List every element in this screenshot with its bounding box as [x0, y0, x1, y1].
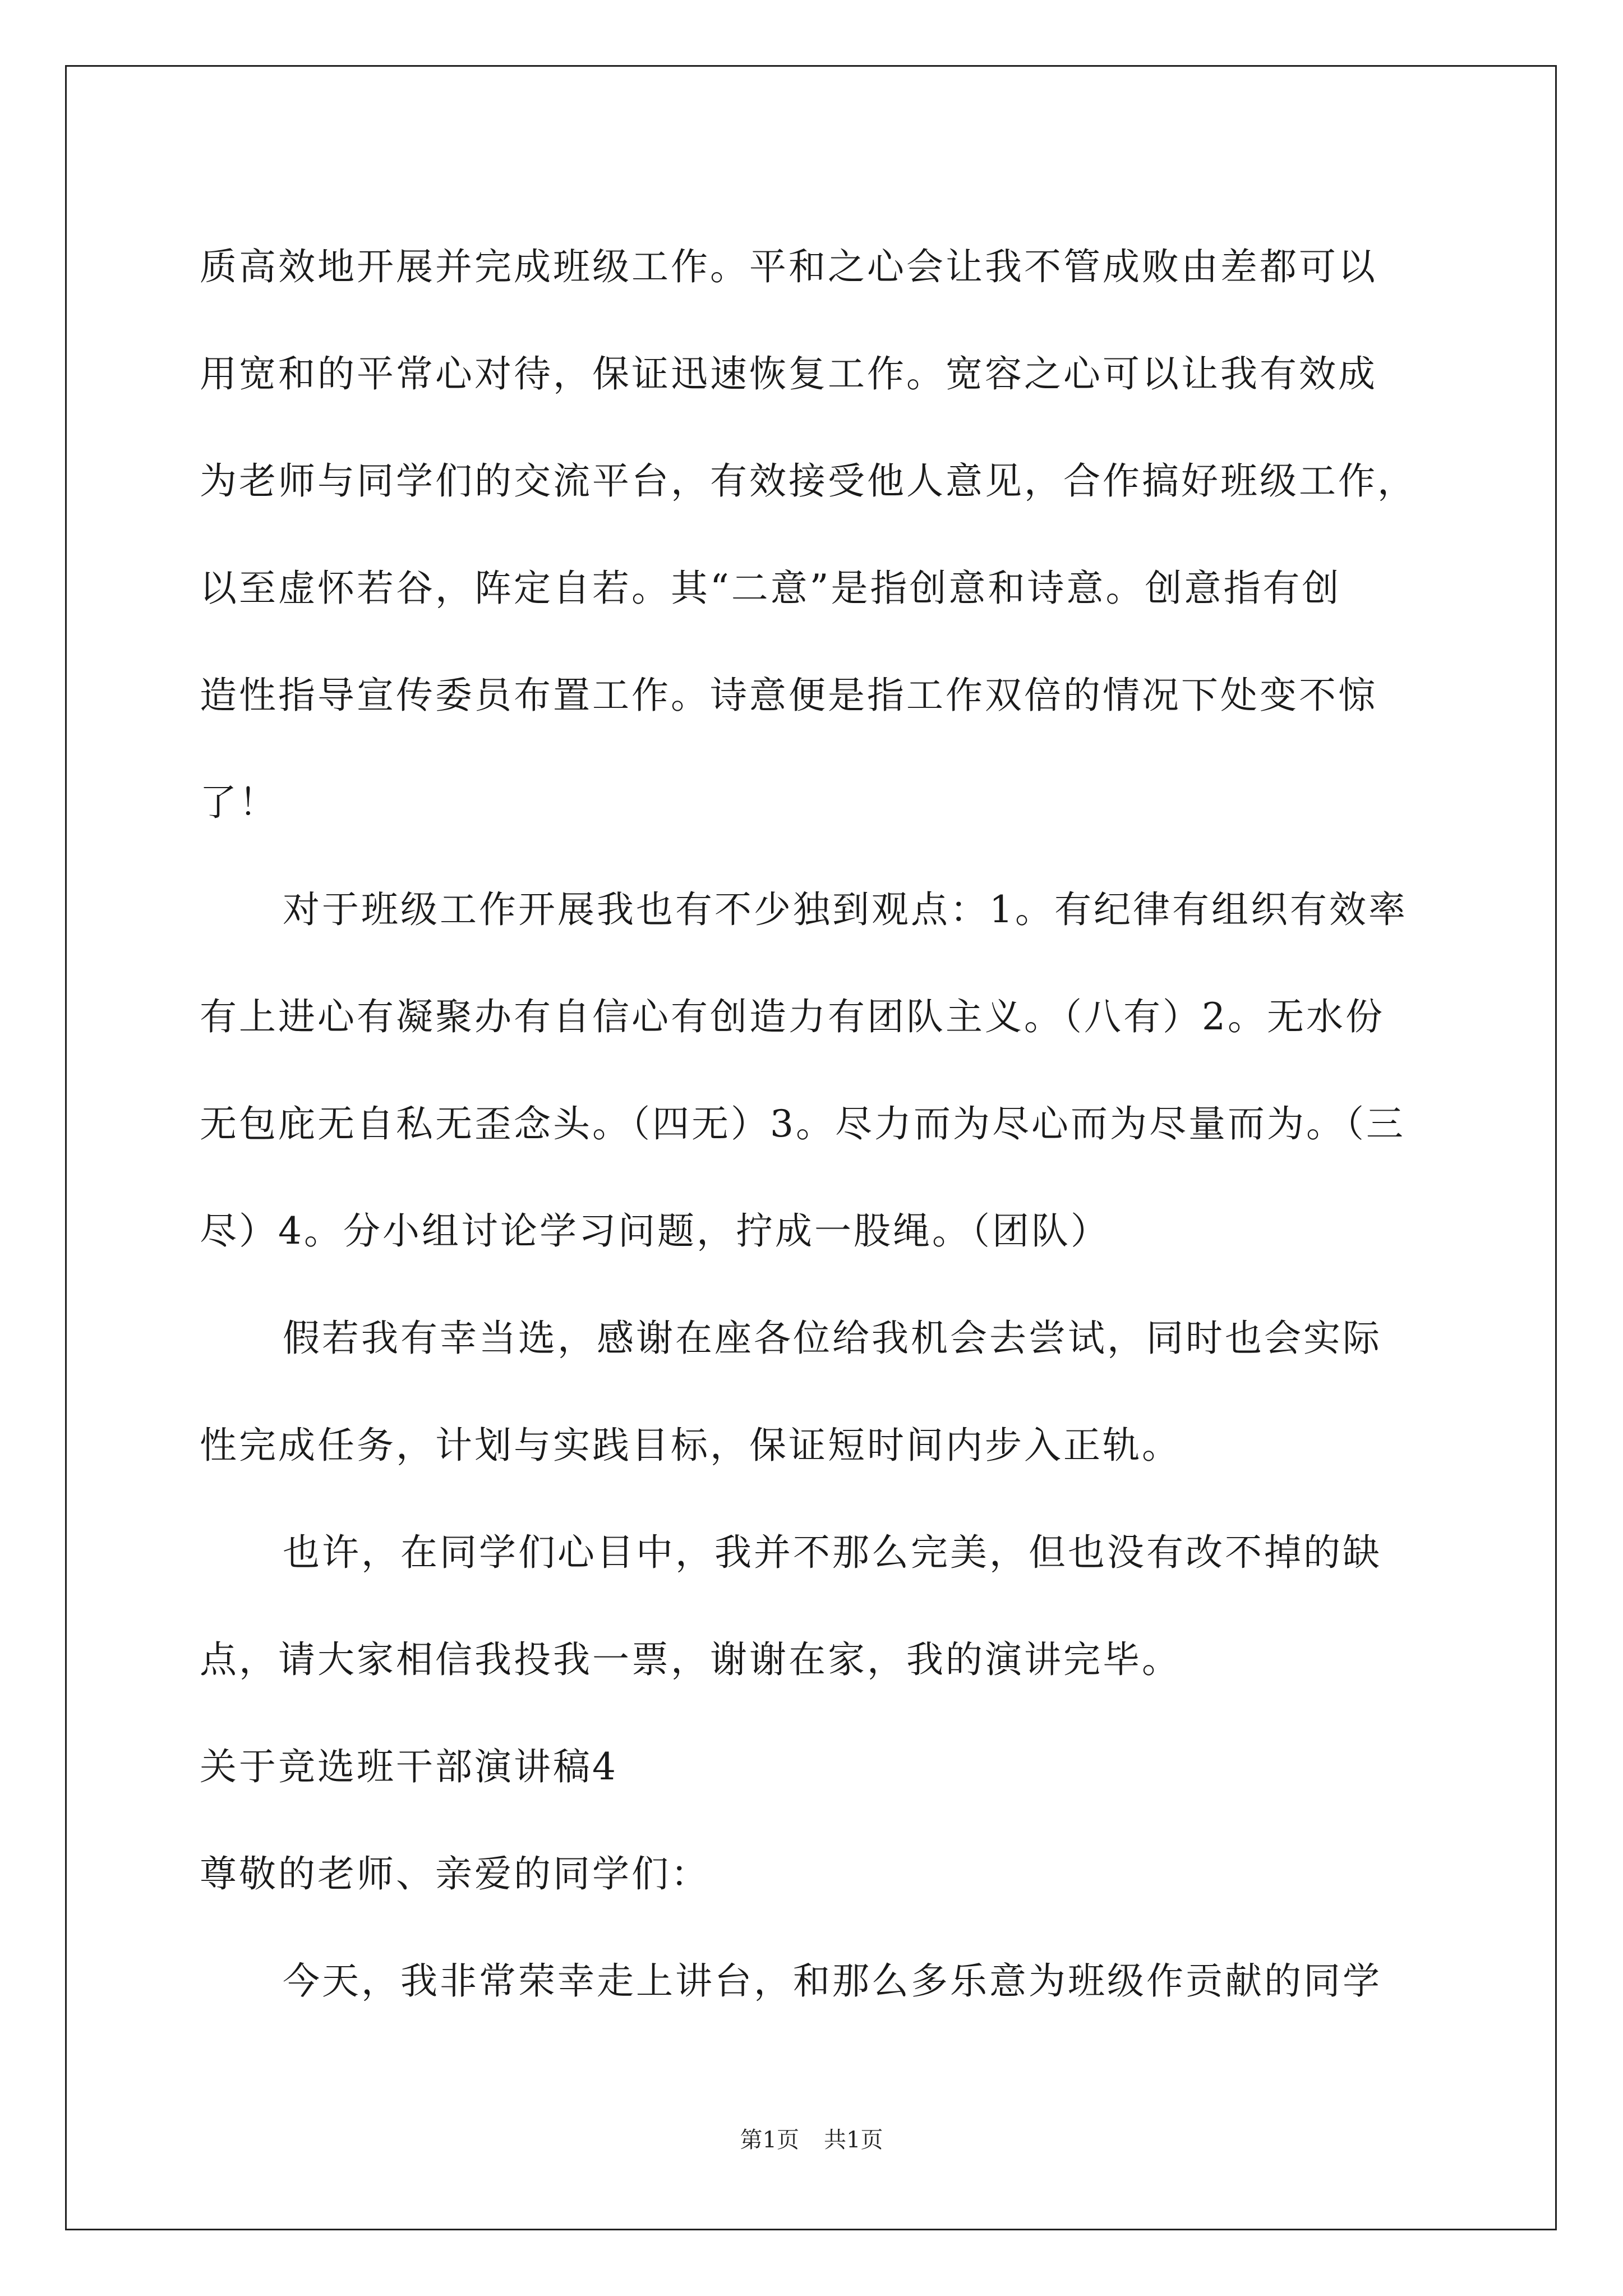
text-line: 尽）4。分小组讨论学习问题，拧成一股绳。（团队）	[200, 1209, 1110, 1253]
text-line: 无包庇无自私无歪念头。（四无）3。尽力而为尽心而为尽量而为。（三	[200, 1102, 1405, 1145]
salutation: 尊敬的老师、亲爱的同学们：	[200, 1852, 710, 1895]
text-line: 有上进心有凝聚办有自信心有创造力有团队主义。（八有）2。无水份	[200, 995, 1385, 1038]
text-line: 为老师与同学们的交流平台，有效接受他人意见，合作搞好班级工作，	[200, 459, 1417, 503]
paragraph-start-line: 也许，在同学们心目中，我并不那么完美，但也没有改不掉的缺	[283, 1531, 1382, 1574]
page-total: 共1页	[824, 2127, 883, 2153]
document-body	[200, 213, 1461, 2035]
paragraph-start-line: 对于班级工作开展我也有不少独到观点：1。有纪律有组织有效率	[283, 888, 1408, 931]
section-title: 关于竞选班干部演讲稿4	[200, 1745, 618, 1788]
text-line: 了！	[200, 781, 278, 824]
paragraph-start-line: 假若我有幸当选，感谢在座各位给我机会去尝试，同时也会实际	[283, 1317, 1382, 1360]
text-line: 以至虚怀若谷，阵定自若。其“二意”是指创意和诗意。创意指有创	[200, 567, 1341, 610]
text-line: 点，请大家相信我投我一票，谢谢在家，我的演讲完毕。	[200, 1638, 1181, 1681]
text-line: 质高效地开展并完成班级工作。平和之心会让我不管成败由差都可以	[200, 245, 1377, 288]
text-line: 性完成任务，计划与实践目标，保证短时间内步入正轨。	[200, 1424, 1181, 1467]
text-line: 用宽和的平常心对待，保证迅速恢复工作。宽容之心可以让我有效成	[200, 352, 1377, 395]
page-footer	[0, 2126, 1623, 2154]
page-number: 第1页	[740, 2127, 799, 2153]
paragraph-start-line: 今天，我非常荣幸走上讲台，和那么多乐意为班级作贡献的同学	[283, 1959, 1382, 2003]
text-line: 造性指导宣传委员布置工作。诗意便是指工作双倍的情况下处变不惊	[200, 674, 1377, 717]
